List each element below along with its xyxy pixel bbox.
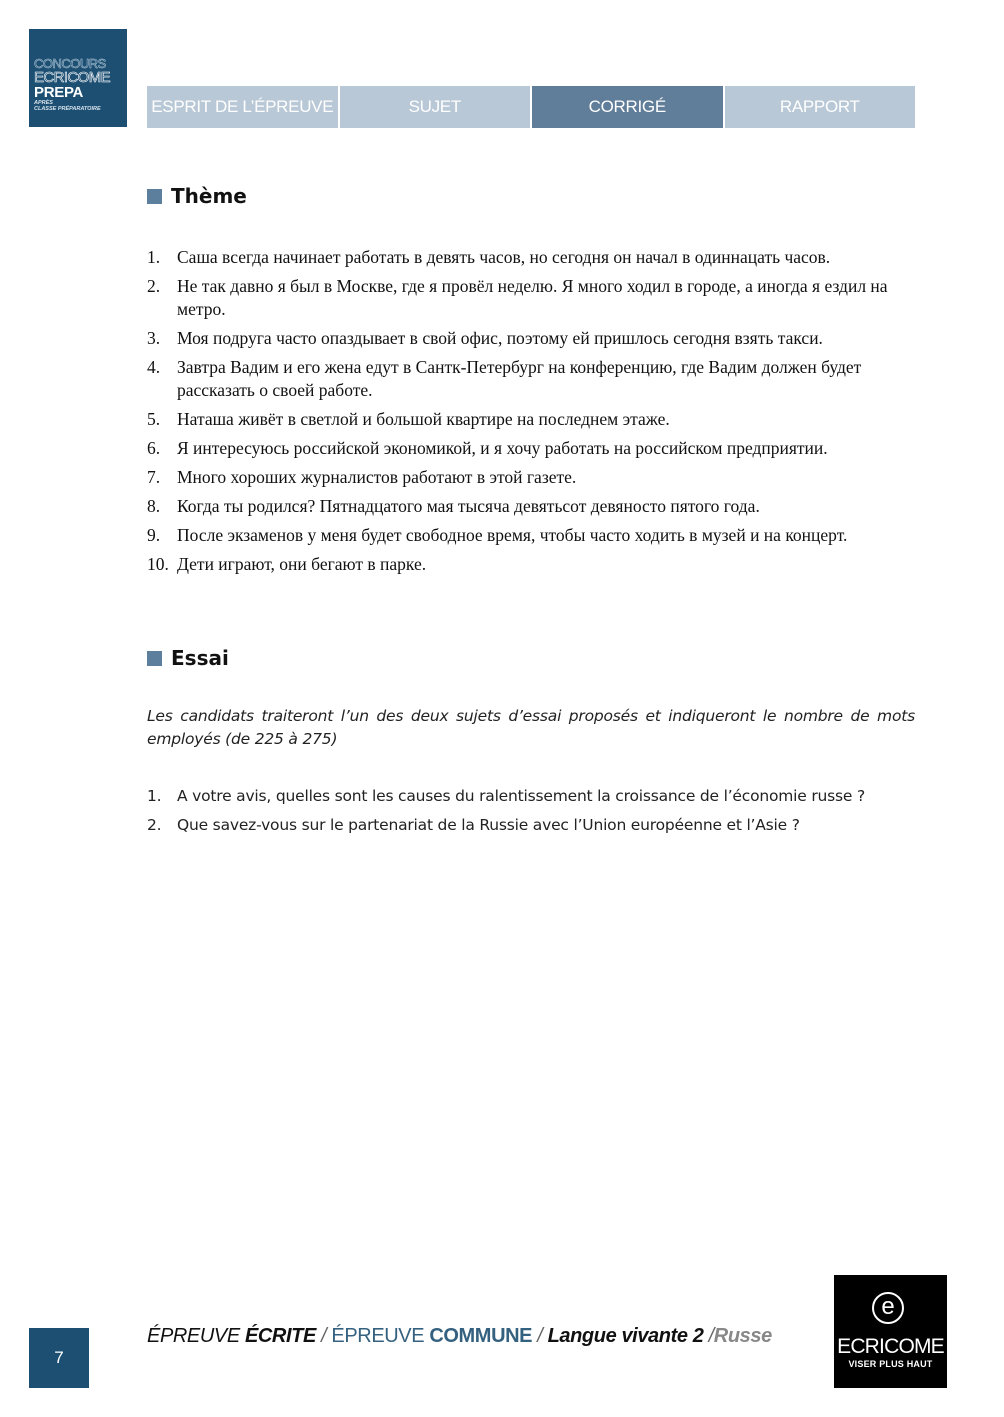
footer-russe: Russe (713, 1325, 772, 1347)
tab-corrige[interactable]: CORRIGÉ (532, 86, 723, 128)
tab-esprit-de-l-epreuve[interactable]: ESPRIT DE L’ÉPREUVE (147, 86, 338, 128)
list-item (147, 553, 917, 576)
list-item (147, 356, 917, 402)
item-number: 7. (147, 467, 161, 487)
footer-separator: / (703, 1325, 714, 1347)
footer-title (147, 1325, 772, 1348)
footer-ecrite: ÉCRITE (244, 1325, 316, 1347)
theme-section-heading (147, 184, 247, 208)
ecricome-logo-slogan: VISER PLUS HAUT (848, 1359, 933, 1369)
logo-line-prepa: PREPA (34, 84, 84, 101)
item-text: Дети играют, они бегают в парке. (177, 554, 427, 574)
item-number: 1. (147, 787, 162, 805)
item-text: Много хороших журналистов работают в этой газете. (177, 467, 577, 487)
item-text: A votre avis, quelles sont les causes du ralentissement la croissance de l’économie russe ? (177, 787, 865, 805)
theme-list (147, 246, 917, 582)
logo-line-ecricome: ECRICOME (34, 69, 111, 86)
list-item (147, 275, 917, 321)
item-number: 1. (147, 247, 161, 267)
ecricome-logo-name: ECRICOME (837, 1335, 944, 1358)
footer-commune: COMMUNE (429, 1325, 533, 1347)
item-number: 2. (147, 816, 162, 834)
item-number: 9. (147, 525, 161, 545)
footer-epreuve: ÉPREUVE (147, 1325, 245, 1347)
essai-section-heading (147, 646, 229, 670)
footer-separator: / (532, 1325, 548, 1347)
item-text: Не так давно я был в Москве, где я провёл неделю. Я много ходил в городе, а иногда я ездил на метро. (177, 276, 888, 319)
tab-rapport[interactable]: RAPPORT (725, 86, 916, 128)
tab-sujet[interactable]: SUJET (340, 86, 531, 128)
item-number: 4. (147, 357, 161, 377)
logo-line-classe: CLASSE PRÉPARATOIRE (34, 106, 101, 113)
item-text: Наташа живёт в светлой и большой квартире на последнем этаже. (177, 409, 670, 429)
essai-list (147, 785, 927, 843)
ecricome-e-icon: e (872, 1292, 904, 1324)
item-number: 5. (147, 409, 161, 429)
list-item (147, 327, 917, 350)
item-number: 8. (147, 496, 161, 516)
logo-line-apres: APRÈS (34, 100, 53, 106)
list-item (147, 437, 917, 460)
item-text: После экзаменов у меня будет свободное время, чтобы часто ходить в музей и на концерт. (177, 525, 848, 545)
item-text: Завтра Вадим и его жена едут в Сантк-Петербург на конференцию, где Вадим должен будет рассказать о своей работе. (177, 357, 862, 400)
list-item (147, 246, 917, 269)
concours-prepa-logo (29, 29, 127, 127)
item-text: Я интересуюсь российской экономикой, и я хочу работать на российском предприятии. (177, 438, 828, 458)
footer-langue: Langue vivante 2 (547, 1325, 704, 1347)
list-item (147, 408, 917, 431)
essai-instruction: Les candidats traiteront l’un des deux sujets d’essai proposés et indiqueront le nombre de mots employés (de 225 à 275) (147, 707, 915, 748)
item-text: Моя подруга часто опаздывает в свой офис, поэтому ей пришлось сегодня взять такси. (177, 328, 823, 348)
theme-heading-text: Thème (171, 184, 247, 208)
ecricome-logo (834, 1275, 947, 1388)
item-number: 10. (147, 554, 169, 574)
list-item (147, 785, 927, 808)
logo-line-concours: CONCOURS (34, 56, 106, 71)
list-item (147, 495, 917, 518)
footer-separator: / (315, 1325, 332, 1347)
list-item (147, 466, 917, 489)
square-bullet-icon (147, 651, 162, 666)
page-number: 7 (29, 1328, 89, 1388)
item-number: 6. (147, 438, 161, 458)
square-bullet-icon (147, 189, 162, 204)
footer-epreuve-2: ÉPREUVE (331, 1325, 430, 1347)
item-text: Que savez-vous sur le partenariat de la Russie avec l’Union européenne et l’Asie ? (177, 816, 800, 834)
item-text: Саша всегда начинает работать в девять часов, но сегодня он начал в одиннацать часов. (177, 247, 831, 267)
list-item (147, 524, 917, 547)
list-item (147, 814, 927, 837)
item-text: Когда ты родился? Пятнадцатого мая тысяча девятьсот девяносто пятого года. (177, 496, 760, 516)
item-number: 3. (147, 328, 161, 348)
essai-heading-text: Essai (171, 646, 229, 670)
item-number: 2. (147, 276, 161, 296)
section-tabs (147, 86, 915, 128)
